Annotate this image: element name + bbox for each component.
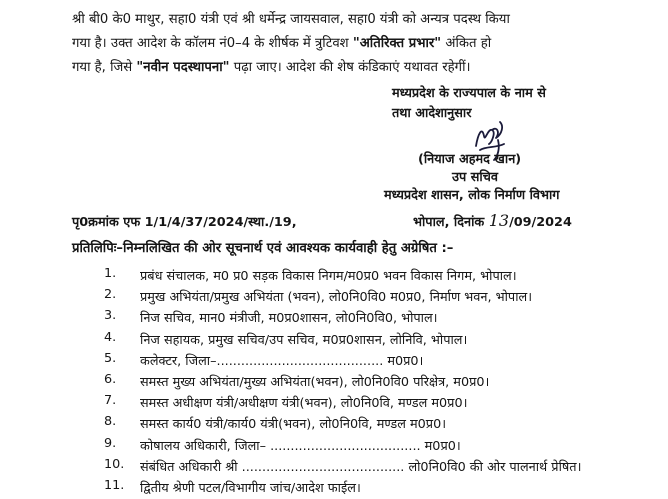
list-item-number: 1. [104,266,117,281]
list-item-number: 11. [104,477,125,493]
date-rest: /09/2024 [509,215,572,230]
body-line-2-tail: अंकित हो [441,36,492,51]
list-item-text: निज सचिव, मान0 मंत्रीजी, म0प्र0शासन, लो0नि0वि0, भोपाल। [140,311,438,327]
list-item-number: 2. [104,287,117,303]
list-item-number: 10. [104,456,125,472]
signatory-department: मध्यप्रदेश शासन, लोक निर्माण विभाग [384,188,560,203]
list-item-number: 4. [104,329,117,345]
list-item-number: 9. [104,435,117,451]
body-line-3-tail: पढ़ा जाए। आदेश की शेष कंडिकाएं यथावत रहेगीं। [229,60,471,75]
list-item-number: 3. [104,308,117,324]
body-line-1: श्री बी0 के0 माथुर, सहा0 यंत्री एवं श्री धर्मेन्द्र जायसवाल, सहा0 यंत्री को अन्यत्र पदस्थ किया [72,12,510,27]
copy-heading: प्रतिलिपिः–निम्नलिखित की ओर सूचनार्थ एवं आवश्यक कार्यवाही हेतु अग्रेषित :– [72,241,454,256]
list-item-text: कलेक्टर, जिला–......................................... म0प्र0। [140,353,424,369]
list-item-text: प्रबंध संचालक, म0 प्र0 सड़क विकास निगम/म0प्र0 भवन विकास निगम, भोपाल। [140,269,517,284]
list-item-text: द्वितीय श्रेणी पटल/विभागीय जांच/आदेश फाईल। [140,480,361,496]
list-item-text: प्रमुख अभियंता/प्रमुख अभियंता (भवन), लो0नि0वि0 म0प्र0, निर्माण भवन, भोपाल। [140,290,533,306]
list-item-number: 8. [104,414,117,430]
body-line-2 [72,32,612,56]
authority-line-2: तथा आदेशानुसार [392,106,472,121]
list-item-text: समस्त अधीक्षण यंत्री/अधीक्षण यंत्री(भवन), लो0नि0वि, मण्डल म0प्र0। [140,396,468,412]
list-item-number: 7. [104,393,117,409]
list-item-number: 6. [104,371,117,387]
body-line-3-text: गया है, जिसे [72,60,137,75]
list-item-text: कोषालय अधिकारी, जिला– ..................................... म0प्र0। [140,438,461,454]
list-item-text: समस्त कार्य0 यंत्री/कार्य0 यंत्री(भवन), लो0नि0वि, मण्डल म0प्र0। [140,417,447,433]
list-item-text: समस्त मुख्य अभियंता/मुख्य अभियंता(भवन), लो0नि0वि0 परिक्षेत्र, म0प्र0। [140,374,490,390]
signatory-name: (नियाज अहमद खान) [418,152,522,167]
list-item-number: 5. [104,350,117,366]
bold-term-additional-charge: "अतिरिक्त प्रभार" [352,36,442,51]
list-item-text: संबंधित अधिकारी श्री ........................................ लो0नि0वि0 की ओर पालनार्थ प्रेषित। [140,459,582,475]
body-line-3 [72,56,612,80]
authority-line-1: मध्यप्रदेश के राज्यपाल के नाम से [392,86,546,101]
body-line-2-text: गया है। उक्त आदेश के कॉलम नं0–4 के शीर्षक में त्रुटिवश [72,36,353,51]
list-item-text: निज सहायक, प्रमुख सचिव/उप सचिव, म0प्र0शासन, लोनिवि, भोपाल। [140,332,468,348]
signatory-designation: उप सचिव [452,170,498,185]
bold-term-new-posting: "नवीन पदस्थापना" [136,60,230,75]
date-handwritten: 13 [488,211,510,230]
authority-block [392,84,546,124]
reference-number: पृ0क्रमांक एफ 1/1/4/37/2024/स्था./19, [72,215,297,230]
date-prefix: भोपाल, दिनांक [413,215,485,230]
body-paragraph [72,8,612,80]
reference-place-date [413,212,572,232]
